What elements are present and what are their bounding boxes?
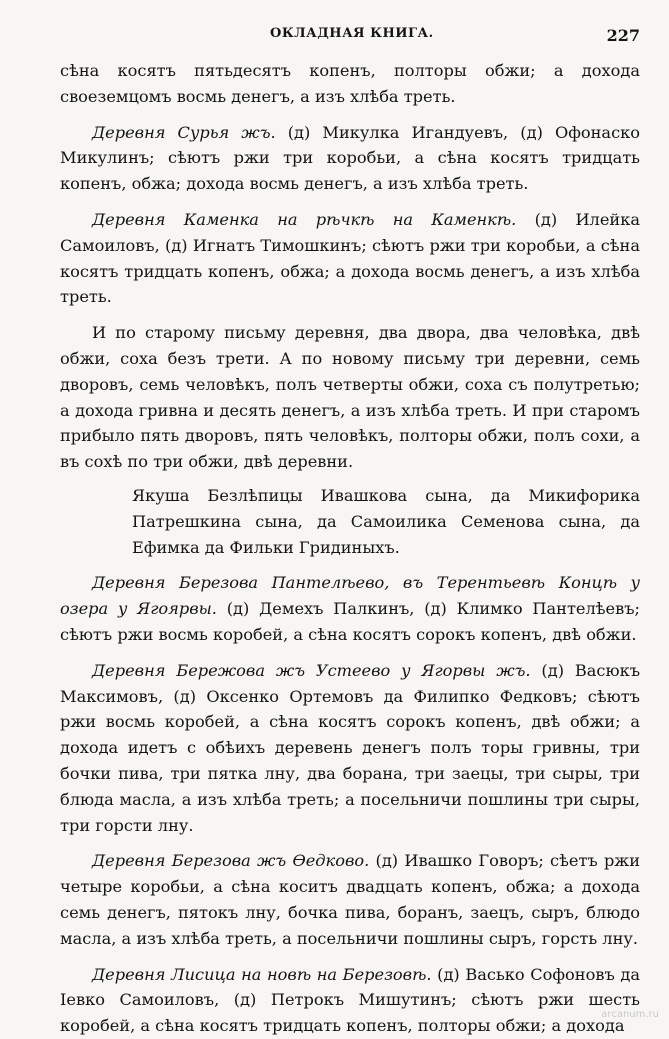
subnote (132, 483, 640, 560)
paragraph-2-text: (д) Микулка Игандуевъ, (д) Офонаско Микулинъ; сѣютъ ржи три коробьи, а сѣна косятъ тридцать копенъ, обжа; дохода восмь денегъ, а изъ хлѣба треть. (60, 122, 641, 194)
paragraph-7-heading: Деревня Березова жъ Ѳедково. (92, 851, 370, 871)
paragraph-5 (60, 570, 640, 647)
paragraph-8 (60, 962, 640, 1039)
paragraph-3 (60, 207, 640, 310)
paragraph-6-text: (д) Васюкъ Максимовъ, (д) Оксенко Ортемовъ да Филипко Федковъ; сѣютъ ржи восмь коробей, а сѣна косятъ сорокъ копенъ, двѣ обжи; а дохода идетъ с обѣихъ деревень денегъ полъ торы гривны, три бочки пива, три пятка лну, два борана, три заецы, три сыры, три блюда масла, а изъ хлѣба треть; а посельничи пошлины три сыры, три горсти лну. (60, 660, 640, 835)
paragraph-2-heading: Деревня Сурья жъ. (92, 122, 276, 142)
paragraph-4 (60, 320, 640, 475)
paragraph-5-text: (д) Демехъ Палкинъ, (д) Климко Пантелѣевъ; сѣютъ ржи восмь коробей, а сѣна косятъ сорокъ копенъ, двѣ обжи. (60, 599, 640, 644)
paragraph-6-heading: Деревня Бережова жъ Устеево у Ягорвы жъ. (92, 660, 531, 680)
paragraph-1-text: сѣна косятъ пятьдесятъ копенъ, полторы обжи; а дохода своеземцомъ восмь денегъ, а изъ хлѣба треть. (60, 61, 640, 106)
subnote-text: Якуша Безлѣпицы Ивашкова сына, да Микифорика Патрешкина сына, да Самоилика Семенова сына, да Ефимка да Фильки Гридиныхъ. (132, 485, 640, 557)
paragraph-3-heading: Деревня Каменка на рѣчкѣ на Каменкѣ. (92, 209, 517, 229)
page-number: 227 (606, 26, 640, 45)
paragraph-7 (60, 848, 640, 951)
running-head (60, 26, 640, 46)
paragraph-8-heading: Деревня Лисица на новѣ на Березовѣ. (92, 964, 432, 984)
paragraph-1 (60, 58, 640, 110)
paragraph-7-text: (д) Ивашко Говоръ; сѣетъ ржи четыре коробьи, а сѣна коситъ двадцать копенъ, обжа; а дохода семь денегъ, пятокъ лну, бочка пива, боранъ, заецъ, сыръ, блюдо масла, а изъ хлѣба треть, а посельничи пошлины сыръ, горсть лну. (60, 851, 640, 948)
paragraph-3-text: (д) Илейка Самоиловъ, (д) Игнатъ Тимошкинъ; сѣютъ ржи три коробьи, а сѣна косятъ тридцать копенъ, обжа; а дохода восмь денегъ, а изъ хлѣба треть. (60, 209, 640, 307)
paragraph-2 (60, 120, 640, 197)
paragraph-4-text: И по старому письму деревня, два двора, два человѣка, двѣ обжи, соха безъ трети. А по новому письму три деревни, семь дворовъ, семь человѣкъ, полъ четверты обжи, соха съ полутретью; а дохода гривна и десять денегъ, а изъ хлѣба треть. И при старомъ прибыло пять дворовъ, пять человѣкъ, полторы обжи, полъ сохи, а въ сохѣ по три обжи, двѣ деревни. (60, 323, 640, 472)
paragraph-8-text: (д) Васько Софоновъ да Іевко Самоиловъ, (д) Петрокъ Мишутинъ; сѣютъ ржи шесть коробей, а сѣна косятъ тридцать копенъ, полторы обжи; а дохода (60, 964, 640, 1036)
body-text (60, 58, 640, 1039)
book-title: ОКЛАДНАЯ КНИГА. (270, 26, 434, 41)
paragraph-5-heading: Деревня Березова Пантелѣево, въ Терентьевѣ Концѣ у озера у Ягоярвы. (60, 573, 640, 619)
paragraph-6 (60, 658, 640, 839)
watermark: arcanum.ru (601, 1009, 659, 1020)
